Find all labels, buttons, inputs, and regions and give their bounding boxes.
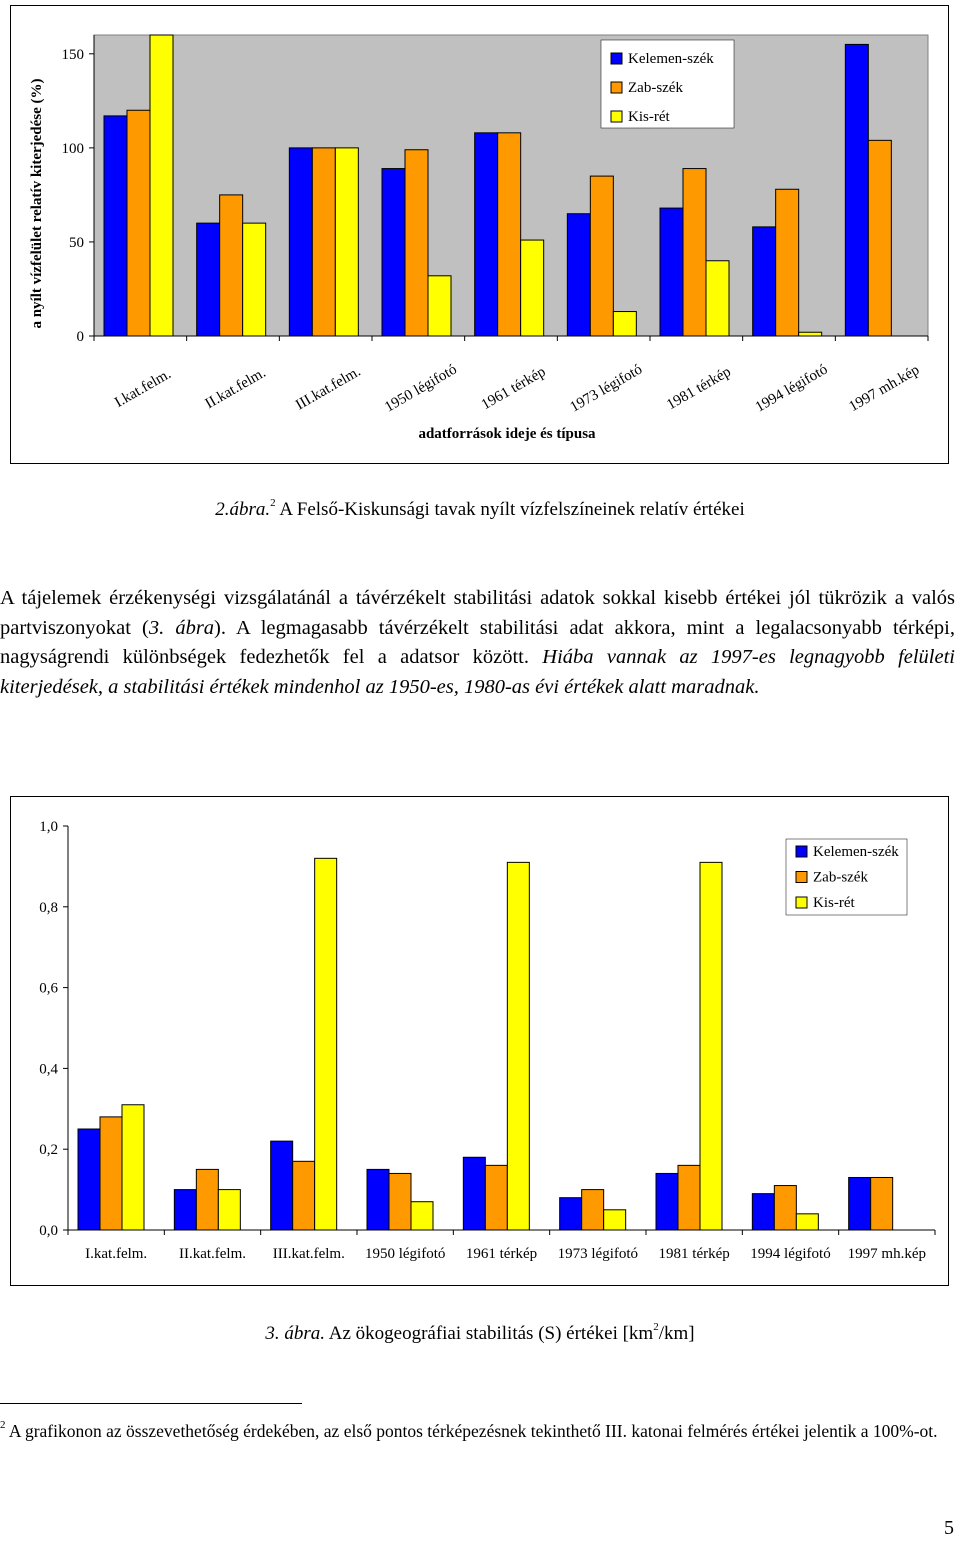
chart2-x-tick-label: 1973 légifotó (557, 1246, 639, 1262)
chart1-bar-zab-sz-k-2 (220, 195, 243, 336)
chart2-y-tick-label: 0,2 (39, 1142, 58, 1159)
chart1-bar-kelemen-sz-k-7 (660, 208, 683, 336)
chart1-legend-label-zab-sz-k: Zab-szék (628, 80, 683, 96)
figure-3-unit-sup: 2 (653, 1321, 659, 1333)
chart2-x-tick-label: I.kat.felm. (85, 1246, 148, 1262)
chart1-bar-kis-r-t-5 (521, 240, 544, 336)
paragraph-part-2: ). A legmagasabb távérzékelt stabilitási adat akkora, mint a legalacsonyabb térképi, nagyságrendi különbségek fedezhetők fel a adatsor között. (0, 616, 956, 668)
chart2-y-tick-label: 0,0 (39, 1223, 58, 1239)
chart2-bar-zab-sz-k-7 (678, 1165, 700, 1230)
paragraph-italic-sentence: Hiába vannak az 1997-es legnagyobb felületi kiterjedések, a stabilitási értékek mindenhol az 1950-es, 1980-as évi értékek alatt maradnak. (0, 646, 955, 698)
chart2-bar-kelemen-sz-k-6 (560, 1198, 582, 1230)
figure-3-caption-suffix: /km] (658, 1323, 695, 1344)
chart2-legend-label-kelemen-sz-k: Kelemen-szék (813, 844, 899, 860)
chart1-bar-kis-r-t-6 (613, 312, 636, 336)
chart1-bar-zab-sz-k-6 (590, 176, 613, 336)
chart2-x-tick-label: 1997 mh.kép (847, 1246, 926, 1262)
chart1-bar-kis-r-t-4 (428, 276, 451, 336)
chart2-bar-kis-r-t-2 (218, 1190, 240, 1230)
chart1-bar-kelemen-sz-k-8 (753, 227, 776, 336)
paragraph-part-1: A tájelemek érzékenységi vizsgálatánál a távérzékelt stabilitási adatok sokkal kisebb értékei jól tükrözik a valós partviszonyokat ( (0, 587, 955, 639)
chart1-bar-kelemen-sz-k-5 (475, 133, 498, 336)
chart2-bar-zab-sz-k-2 (196, 1169, 218, 1230)
chart1-x-tick-label: 1981 térkép (664, 363, 734, 414)
figure-3-caption-text: Az ökogeográfiai stabilitás (S) értékei [km (325, 1323, 654, 1344)
chart1-x-tick-label: 1961 térkép (478, 363, 549, 414)
chart2-bar-kis-r-t-5 (507, 862, 529, 1230)
chart1-x-tick-label: I.kat.felm. (112, 366, 174, 411)
chart-1-frame (10, 5, 949, 464)
chart1-bar-zab-sz-k-7 (683, 169, 706, 336)
chart1-x-tick-label: III.kat.felm. (293, 363, 364, 414)
chart2-x-tick-label: 1981 térkép (658, 1246, 730, 1262)
chart1-bar-zab-sz-k-8 (776, 189, 799, 336)
figure-3-reference: 3. ábra (148, 616, 215, 639)
chart1-legend-label-kis-r-t: Kis-rét (628, 109, 670, 125)
chart1-y-tick-label: 100 (61, 140, 84, 157)
chart2-bar-kelemen-sz-k-7 (656, 1173, 678, 1230)
page-number: 5 (944, 1517, 954, 1539)
footnote (0, 1419, 957, 1444)
chart-2-frame (10, 796, 949, 1286)
chart2-y-tick-label: 0,8 (39, 899, 58, 916)
chart1-bar-kelemen-sz-k-6 (567, 214, 590, 336)
chart1-bar-zab-sz-k-1 (127, 110, 150, 336)
chart2-y-tick-label: 1,0 (39, 819, 58, 835)
chart2-bar-kelemen-sz-k-5 (463, 1157, 485, 1230)
chart1-x-tick-label: 1973 légifotó (567, 361, 646, 416)
chart2-bar-kis-r-t-1 (122, 1105, 144, 1230)
chart2-bar-zab-sz-k-6 (582, 1190, 604, 1230)
chart2-bar-kis-r-t-3 (315, 858, 337, 1230)
chart2-bar-kis-r-t-8 (796, 1214, 818, 1230)
chart2-bar-zab-sz-k-1 (100, 1117, 122, 1230)
chart1-y-tick-label: 50 (69, 234, 84, 251)
chart1-y-tick-label: 150 (61, 46, 84, 63)
chart1-x-tick-label: 1997 mh.kép (846, 362, 923, 416)
chart1-bar-kis-r-t-2 (243, 223, 266, 336)
chart2-legend-swatch-zab-sz-k (796, 872, 807, 883)
chart2-legend-label-zab-sz-k: Zab-szék (813, 869, 868, 886)
chart2-bar-kis-r-t-7 (700, 862, 722, 1230)
chart1-legend-swatch-kis-r-t (611, 111, 622, 122)
chart2-bar-zab-sz-k-5 (485, 1165, 507, 1230)
chart2-y-tick-label: 0,4 (39, 1061, 58, 1078)
chart2-x-tick-label: III.kat.felm. (272, 1246, 345, 1262)
chart1-bar-kelemen-sz-k-2 (197, 223, 220, 336)
chart2-x-tick-label: 1994 légifotó (750, 1246, 831, 1262)
figure-2-caption-text: A Felső-Kiskunsági tavak nyílt vízfelszíneinek relatív értékei (275, 499, 745, 520)
chart2-bar-kelemen-sz-k-9 (849, 1177, 871, 1230)
chart-2 (11, 797, 948, 1285)
chart2-bar-kis-r-t-4 (411, 1202, 433, 1230)
chart1-bar-zab-sz-k-3 (312, 148, 335, 336)
chart2-legend-swatch-kis-r-t (796, 897, 807, 908)
chart1-bar-zab-sz-k-4 (405, 150, 428, 336)
chart1-x-axis-label: adatforrások ideje és típusa (418, 426, 596, 442)
footnote-mark: 2 (0, 1419, 6, 1431)
chart1-bar-kis-r-t-8 (799, 332, 822, 336)
chart1-bar-kis-r-t-7 (706, 261, 729, 336)
chart2-bar-zab-sz-k-4 (389, 1173, 411, 1230)
chart1-bar-kis-r-t-1 (150, 35, 173, 336)
chart2-x-tick-label: II.kat.felm. (178, 1246, 247, 1262)
chart2-bar-zab-sz-k-3 (293, 1161, 315, 1230)
footnote-text: A grafikonon az összevethetőség érdekében, az első pontos térképezésnek tekinthető III. katonai felmérés értékei jelentik a 100%-ot. (5, 1421, 938, 1441)
figure-3-caption (0, 1323, 960, 1345)
chart1-legend-swatch-kelemen-sz-k (611, 53, 622, 64)
chart1-y-axis-label: a nyílt vízfelület relatív kiterjedése (%) (29, 78, 45, 329)
chart2-bar-kelemen-sz-k-3 (271, 1141, 293, 1230)
footnote-rule (0, 1403, 302, 1404)
chart1-x-tick-label: II.kat.felm. (202, 364, 269, 413)
chart1-legend-label-kelemen-sz-k: Kelemen-szék (628, 51, 714, 67)
chart1-bar-kelemen-sz-k-1 (104, 116, 127, 336)
chart2-legend-label-kis-r-t: Kis-rét (813, 895, 855, 911)
figure-3-label: 3. ábra. (265, 1323, 326, 1344)
chart1-y-tick-label: 0 (76, 329, 84, 345)
chart1-bar-zab-sz-k-5 (498, 133, 521, 336)
chart2-bar-kelemen-sz-k-2 (174, 1190, 196, 1230)
chart2-legend-swatch-kelemen-sz-k (796, 846, 807, 857)
chart1-bar-kis-r-t-3 (335, 148, 358, 336)
figure-2-label: 2.ábra. (215, 499, 271, 520)
chart2-x-tick-label: 1961 térkép (465, 1246, 538, 1262)
chart1-legend-swatch-zab-sz-k (611, 82, 622, 93)
chart2-bar-kis-r-t-6 (604, 1210, 626, 1230)
chart2-bar-kelemen-sz-k-8 (752, 1194, 774, 1230)
figure-2-footnote-mark: 2 (270, 497, 276, 509)
chart2-x-tick-label: 1950 légifotó (364, 1246, 446, 1262)
chart1-x-tick-label: 1950 légifotó (382, 361, 460, 416)
chart1-x-tick-label: 1994 légifotó (752, 361, 831, 416)
chart-1 (11, 6, 948, 463)
chart1-bar-kelemen-sz-k-3 (289, 148, 312, 336)
body-paragraph (0, 584, 955, 702)
chart2-y-tick-label: 0,6 (39, 980, 58, 997)
chart2-bar-kelemen-sz-k-4 (367, 1169, 389, 1230)
chart1-bar-kelemen-sz-k-9 (845, 44, 868, 336)
chart2-bar-kelemen-sz-k-1 (78, 1129, 100, 1230)
figure-2-caption (0, 499, 960, 521)
chart1-bar-zab-sz-k-9 (868, 140, 891, 336)
chart2-bar-zab-sz-k-8 (774, 1186, 796, 1230)
chart2-bar-zab-sz-k-9 (871, 1177, 893, 1230)
chart1-bar-kelemen-sz-k-4 (382, 169, 405, 336)
